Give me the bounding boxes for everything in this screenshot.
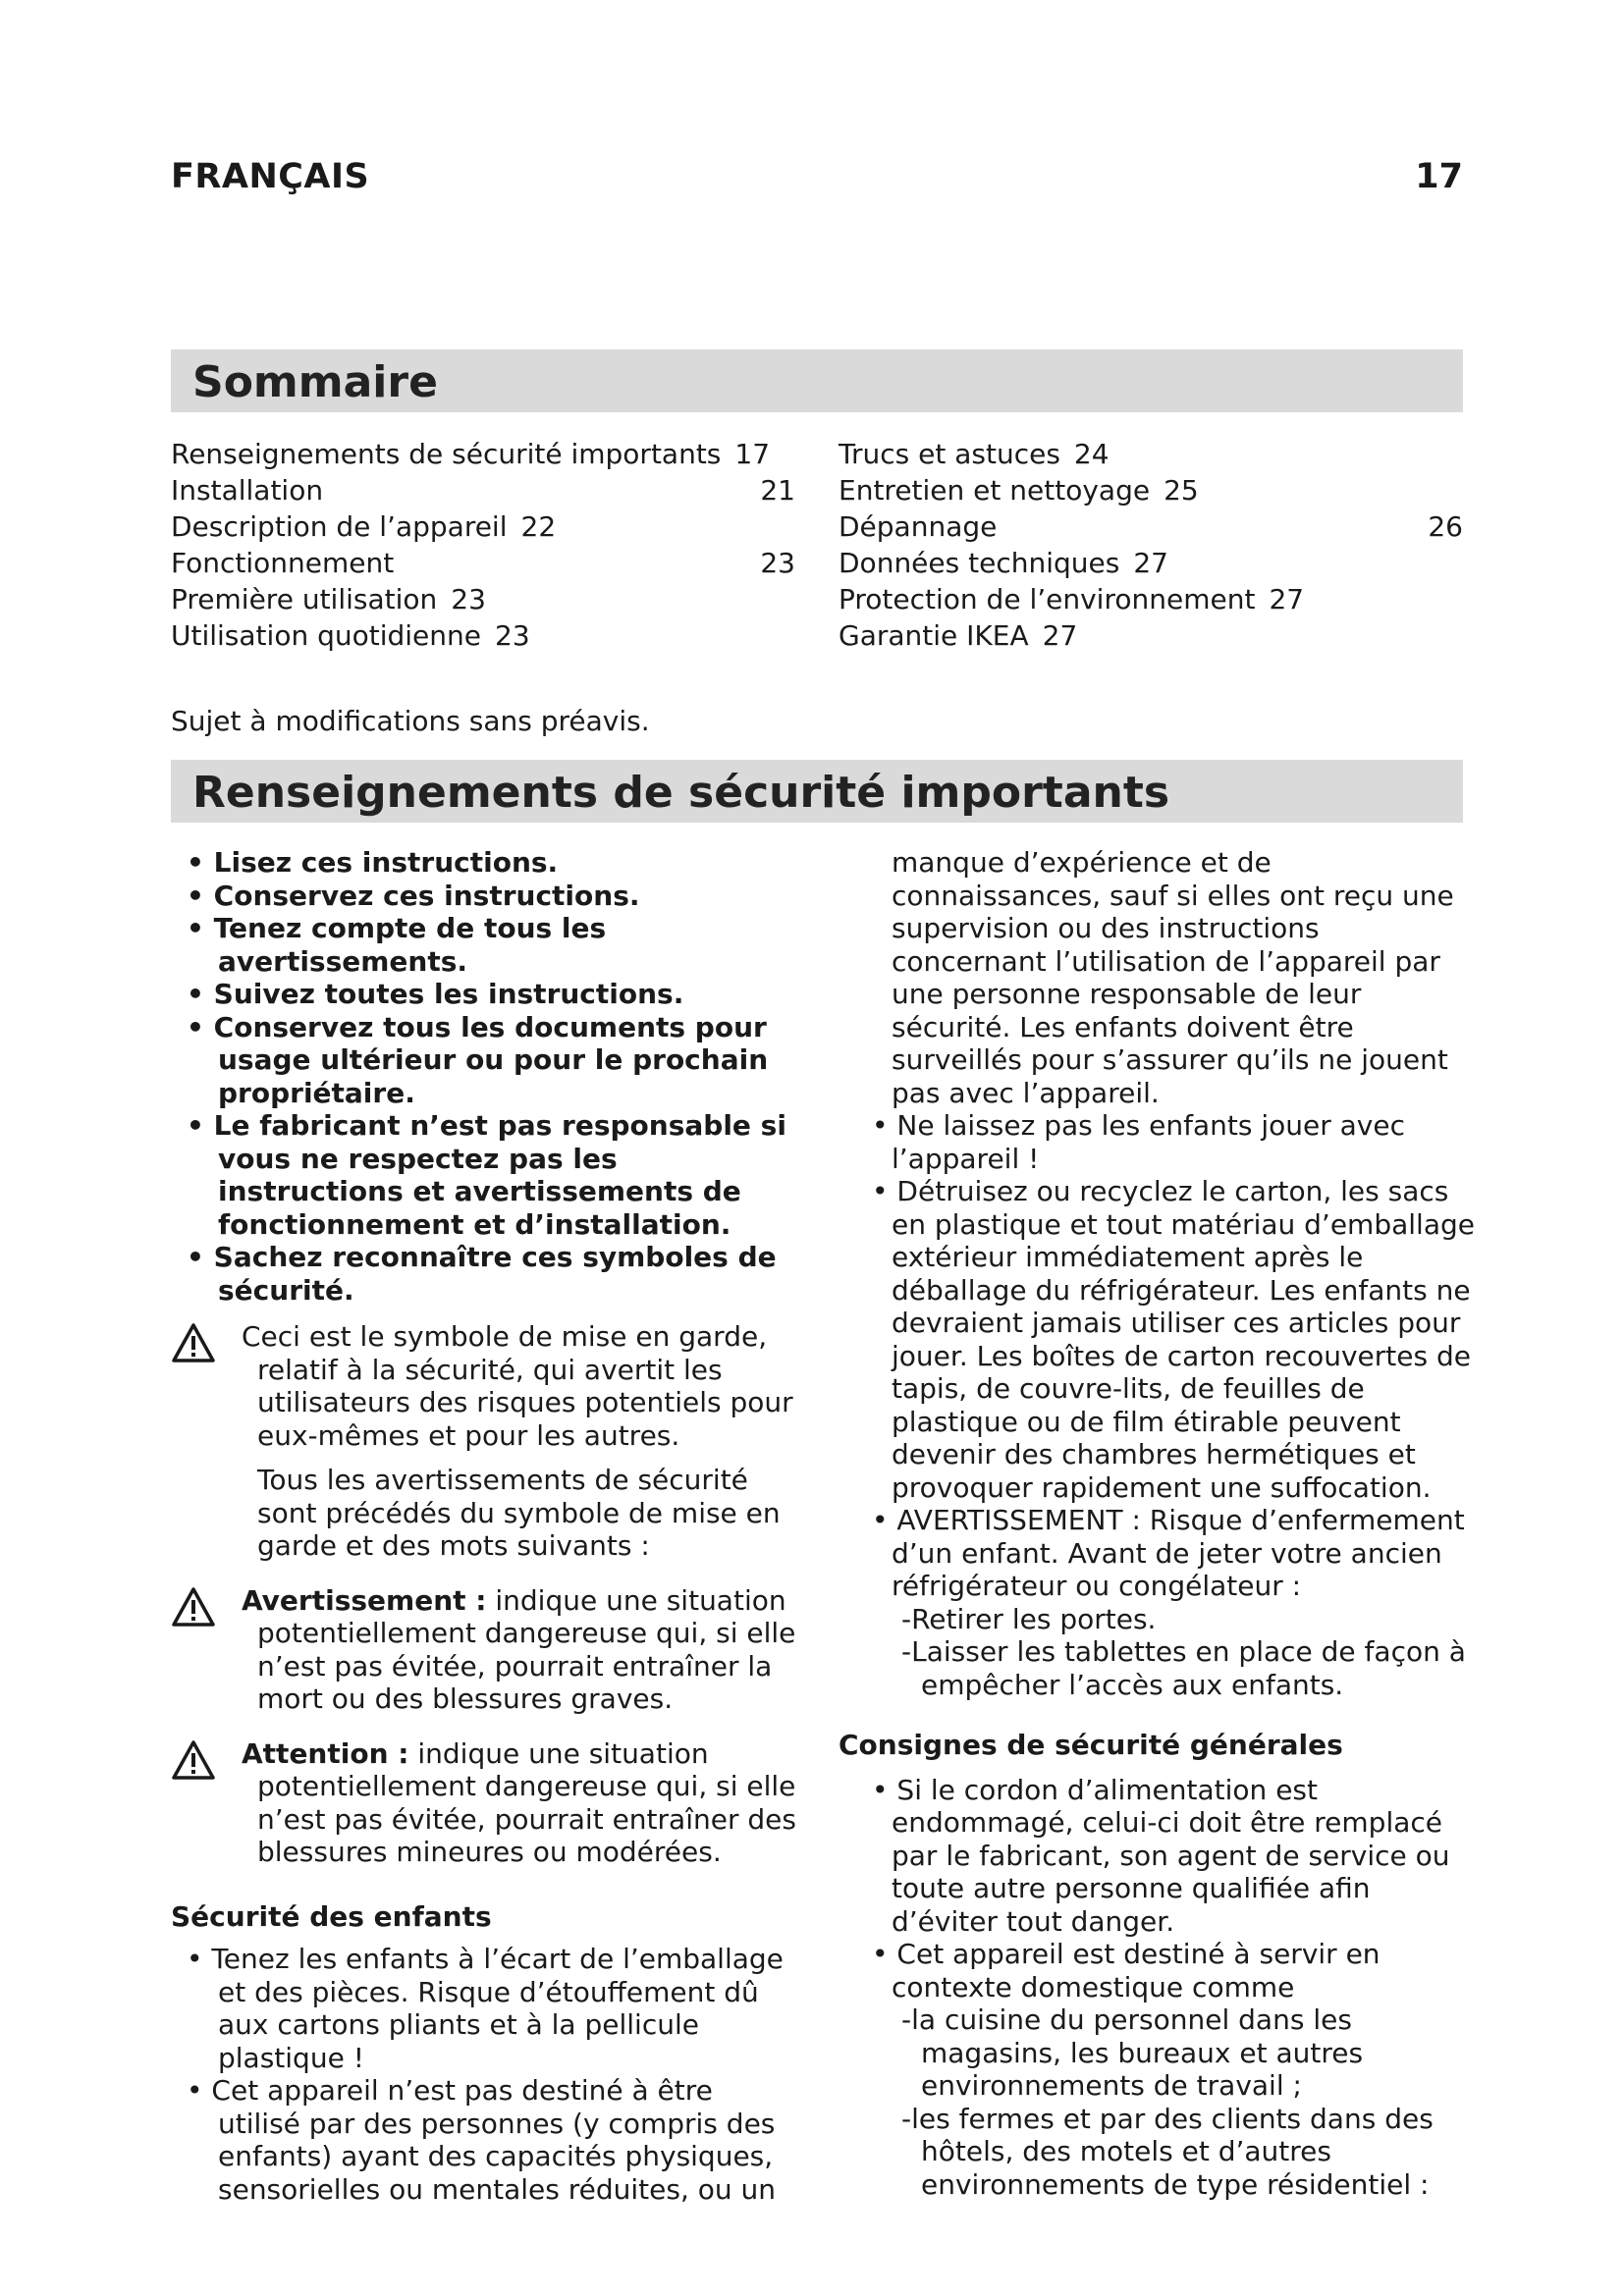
left-text-column [171,846,799,2206]
toc-entry-label: Fonctionnement [171,547,395,579]
toc-entry-label: Données techniques [839,547,1120,579]
caution-text: indique une situation potentiellement dangereuse qui, si elle n’est pas évitée, pourrait entraîner des blessures mineures ou modérées. [257,1736,796,1868]
toc-entry[interactable] [171,581,795,617]
caution-label: Attention : [242,1736,409,1770]
toc-entry-label: Dépannage [839,510,998,543]
general-bullet-1: • Si le cordon d’alimentation est endommagé, celui-ci doit être remplacé par le fabricant, son agent de service ou toute autre personne qualifiée afin d’éviter tout danger. [839,1774,1477,1939]
instruction-bullet: • Le fabricant n’est pas responsable si vous ne respectez pas les instructions et avertissements de fonctionnement et d’installation. [171,1109,799,1241]
right-text-column [839,846,1477,2201]
instruction-bullet: • Tenez compte de tous les avertissements. [171,912,799,978]
children-bullet-2-continued: manque d’expérience et de connaissances, sauf si elles ont reçu une supervision ou des instructions concernant l’utilisation de l’appareil par une personne responsable de leur sécurité. Les enfants doivent être surveillés pour s’assurer qu’ils ne jouent pas avec l’appareil. [892,846,1454,1109]
children-dash-1: - Retirer les portes. [839,1603,1477,1636]
page-number: 17 [1415,157,1463,196]
warning-label: Avertissement : [242,1583,487,1617]
children-bullet-5: • AVERTISSEMENT : Risque d’enfermement d’un enfant. Avant de jeter votre ancien réfrigérateur ou congélateur : [839,1504,1477,1603]
children-bullet-2: • Cet appareil n’est pas destiné à être utilisé par des personnes (y compris des enfants) ayant des capacités physiques, sensorielles ou mentales réduites, ou un [171,2074,799,2206]
toc-entry[interactable] [171,545,795,581]
toc-entry-page: 27 [1133,547,1168,579]
caution-paragraph [171,1737,799,1869]
general-bullet-2: • Cet appareil est destiné à servir en contexte domestique comme [839,1938,1477,2003]
warning-text: indique une situation potentiellement dangereuse qui, si elle n’est pas évitée, pourrait entraîner la mort ou des blessures graves. [257,1583,796,1715]
toc-entry-page: 23 [760,547,795,579]
instruction-bullet: • Sachez reconnaître ces symboles de sécurité. [171,1241,799,1307]
toc-entry-page: 27 [1269,583,1305,615]
bold-bullet-list [171,846,799,1307]
toc-entry-page: 17 [734,438,771,470]
toc-right-column [839,436,1463,654]
toc-entry[interactable] [171,436,795,472]
symbol-description: Ceci est le symbole de mise en garde, relatif à la sécurité, qui avertit les utilisateurs des risques potentiels pour eux-mêmes et pour les autres. [242,1320,793,1452]
disclaimer-note: Sujet à modifications sans préavis. [171,705,650,737]
toc-entry[interactable] [839,545,1463,581]
warning-paragraph [171,1584,799,1716]
toc-entry-page: 23 [451,583,486,615]
toc-entry-label: Entretien et nettoyage [839,474,1151,507]
instruction-bullet: • Conservez tous les documents pour usage ultérieur ou pour le prochain propriétaire. [171,1011,799,1110]
toc-entry[interactable] [171,508,795,545]
warning-triangle-icon [171,1586,216,1628]
toc-entry[interactable] [171,472,795,508]
toc-entry-page: 22 [520,510,557,543]
instruction-bullet: • Lisez ces instructions. [171,846,799,880]
toc-entry[interactable] [839,581,1463,617]
toc-entry[interactable] [839,508,1463,545]
toc-entry-page: 24 [1073,438,1110,470]
instruction-bullet: • Suivez toutes les instructions. [171,978,799,1011]
toc-entry-label: Première utilisation [171,583,438,615]
toc-entry-page: 27 [1042,619,1078,652]
children-bullet-3: • Ne laissez pas les enfants jouer avec l’appareil ! [839,1109,1477,1175]
language-header: FRANÇAIS [171,157,370,196]
toc-entry-page: 26 [1428,510,1463,543]
toc-entry-label: Renseignements de sécurité importants [171,438,722,470]
instruction-bullet: • Conservez ces instructions. [171,880,799,913]
toc-entry-label: Protection de l’environnement [839,583,1256,615]
toc-entry-label: Trucs et astuces [839,438,1060,470]
toc-entry[interactable] [839,472,1463,508]
children-safety-heading: Sécurité des enfants [171,1899,492,1933]
toc-entry-label: Installation [171,474,324,507]
caution-triangle-icon [171,1739,216,1781]
toc-entry-page: 21 [760,474,795,507]
toc-entry-label: Description de l’appareil [171,510,508,543]
toc-left-column [171,436,795,654]
toc-entry-page: 25 [1164,474,1199,507]
safety-title-bar [171,760,1463,823]
general-dash-2: - les fermes et par des clients dans des hôtels, des motels et d’autres environnements de type résidentiel : [839,2103,1477,2202]
general-safety-heading: Consignes de sécurité générales [839,1729,1343,1761]
warning-triangle-icon [171,1322,216,1363]
general-dash-1: - la cuisine du personnel dans les magasins, les bureaux et autres environnements de travail ; [839,2003,1477,2103]
symbol-description-2: Tous les avertissements de sécurité sont précédés du symbole de mise en garde et des mots suivants : [257,1464,781,1562]
toc-entry[interactable] [839,436,1463,472]
toc-entry[interactable] [171,617,795,654]
toc-entry-page: 23 [495,619,530,652]
toc-entry-label: Utilisation quotidienne [171,619,481,652]
toc-title-bar [171,349,1463,412]
toc-title: Sommaire [192,357,438,407]
symbol-paragraph [171,1320,799,1563]
children-bullet-4: • Détruisez ou recyclez le carton, les sacs en plastique et tout matériau d’emballage extérieur immédiatement après le déballage du réfrigérateur. Les enfants ne devraient jamais utiliser ces articles pour jouer. Les boîtes de carton recouvertes de tapis, de couvre-lits, de feuilles de plastique ou de film étirable peuvent devenir des chambres hermétiques et provoquer rapidement une suffocation. [839,1175,1477,1504]
children-dash-2: - Laisser les tablettes en place de façon à empêcher l’accès aux enfants. [839,1635,1477,1701]
toc-entry-label: Garantie IKEA [839,619,1029,652]
toc-entry[interactable] [839,617,1463,654]
safety-title: Renseignements de sécurité importants [192,768,1170,818]
children-bullet-1: • Tenez les enfants à l’écart de l’emballage et des pièces. Risque d’étouffement dû aux cartons pliants et à la pellicule plastique ! [171,1943,799,2074]
